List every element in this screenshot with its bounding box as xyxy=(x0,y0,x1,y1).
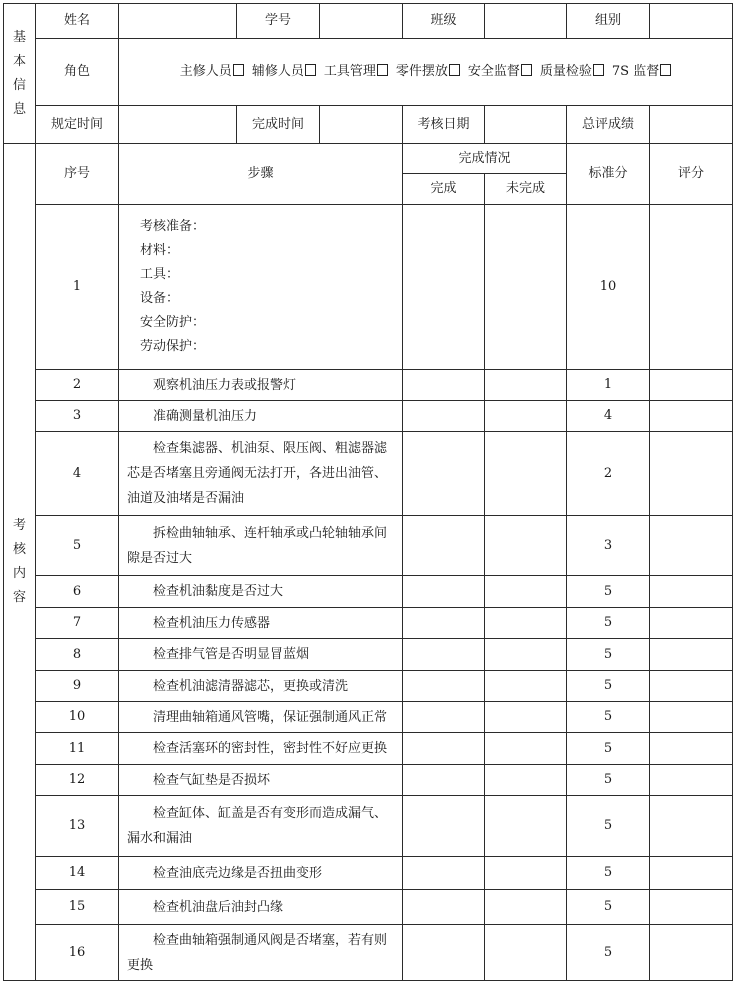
table-row xyxy=(4,890,733,925)
standard-score: 5 xyxy=(567,608,650,639)
checkbox[interactable] xyxy=(449,64,460,76)
done-cell[interactable] xyxy=(403,370,485,401)
step-text: 准确测量机油压力 xyxy=(119,401,403,432)
done-cell[interactable] xyxy=(403,671,485,702)
standard-score: 4 xyxy=(567,401,650,432)
row-number: 10 xyxy=(36,702,119,733)
name-label: 姓名 xyxy=(36,4,119,39)
not-done-cell[interactable] xyxy=(485,765,567,796)
done-cell[interactable] xyxy=(403,432,485,516)
class-field[interactable] xyxy=(485,4,567,39)
score-cell[interactable] xyxy=(650,765,733,796)
row-number: 5 xyxy=(36,516,119,576)
done-cell[interactable] xyxy=(403,401,485,432)
standard-score: 5 xyxy=(567,671,650,702)
standard-score: 2 xyxy=(567,432,650,516)
student-id-field[interactable] xyxy=(320,4,403,39)
step-text: 观察机油压力表或报警灯 xyxy=(119,370,403,401)
not-done-cell[interactable] xyxy=(485,576,567,608)
score-cell[interactable] xyxy=(650,925,733,981)
step-text: 检查气缸垫是否损坏 xyxy=(119,765,403,796)
row-number: 4 xyxy=(36,432,119,516)
table-row xyxy=(4,796,733,857)
assessment-content-label: 考 核 内 容 xyxy=(4,144,36,981)
table-row xyxy=(4,401,733,432)
row-number: 8 xyxy=(36,639,119,671)
row-number: 15 xyxy=(36,890,119,925)
seq-header: 序号 xyxy=(36,144,119,205)
standard-score-header: 标准分 xyxy=(567,144,650,205)
table-row xyxy=(4,608,733,639)
done-header: 完成 xyxy=(403,174,485,205)
role-option-tools[interactable]: 工具管理 xyxy=(324,64,396,79)
not-done-cell[interactable] xyxy=(485,857,567,890)
role-option-7s[interactable]: 7S 监督 xyxy=(612,64,671,79)
assessment-form xyxy=(3,3,733,981)
step-text: 检查机油滤清器滤芯，更换或清洗 xyxy=(119,671,403,702)
table-row xyxy=(4,639,733,671)
standard-score: 5 xyxy=(567,890,650,925)
step-text: 检查排气管是否明显冒蓝烟 xyxy=(119,639,403,671)
group-field[interactable] xyxy=(650,4,733,39)
row-number: 1 xyxy=(36,205,119,370)
basic-info-label: 基 本 信 息 xyxy=(4,4,36,144)
step-text: 检查缸体、缸盖是否有变形而造成漏气、漏水和漏油 xyxy=(119,796,403,857)
step-text: 检查油底壳边缘是否扭曲变形 xyxy=(119,857,403,890)
not-done-cell[interactable] xyxy=(485,370,567,401)
score-cell[interactable] xyxy=(650,857,733,890)
not-done-cell[interactable] xyxy=(485,516,567,576)
row-number: 14 xyxy=(36,857,119,890)
table-row xyxy=(4,370,733,401)
done-cell[interactable] xyxy=(403,639,485,671)
not-done-cell[interactable] xyxy=(485,608,567,639)
not-done-cell[interactable] xyxy=(485,702,567,733)
not-done-cell[interactable] xyxy=(485,890,567,925)
not-done-cell[interactable] xyxy=(485,671,567,702)
role-option-safety[interactable]: 安全监督 xyxy=(468,64,540,79)
not-done-cell[interactable] xyxy=(485,205,567,370)
done-cell[interactable] xyxy=(403,576,485,608)
score-cell[interactable] xyxy=(650,890,733,925)
row-number: 6 xyxy=(36,576,119,608)
row-number: 12 xyxy=(36,765,119,796)
standard-score: 5 xyxy=(567,639,650,671)
not-done-header: 未完成 xyxy=(485,174,567,205)
score-cell[interactable] xyxy=(650,733,733,765)
standard-score: 5 xyxy=(567,765,650,796)
standard-score: 5 xyxy=(567,796,650,857)
done-cell[interactable] xyxy=(403,702,485,733)
finish-time-label: 完成时间 xyxy=(237,106,320,144)
score-cell[interactable] xyxy=(650,576,733,608)
table-row xyxy=(4,432,733,516)
standard-score: 5 xyxy=(567,702,650,733)
not-done-cell[interactable] xyxy=(485,401,567,432)
standard-score: 5 xyxy=(567,733,650,765)
score-cell[interactable] xyxy=(650,702,733,733)
score-cell[interactable] xyxy=(650,671,733,702)
row-number: 3 xyxy=(36,401,119,432)
steps-header: 步骤 xyxy=(119,144,403,205)
not-done-cell[interactable] xyxy=(485,925,567,981)
row-number: 13 xyxy=(36,796,119,857)
done-cell[interactable] xyxy=(403,516,485,576)
table-row xyxy=(4,857,733,890)
table-row xyxy=(4,925,733,981)
not-done-cell[interactable] xyxy=(485,733,567,765)
score-cell[interactable] xyxy=(650,608,733,639)
step-text: 检查机油盘后油封凸缘 xyxy=(119,890,403,925)
done-cell[interactable] xyxy=(403,205,485,370)
step-text: 拆检曲轴轴承、连杆轴承或凸轮轴轴承间隙是否过大 xyxy=(119,516,403,576)
step-text: 检查活塞环的密封性，密封性不好应更换 xyxy=(119,733,403,765)
score-header: 评分 xyxy=(650,144,733,205)
role-option-main[interactable]: 主修人员 xyxy=(180,64,252,79)
standard-score: 5 xyxy=(567,925,650,981)
score-cell[interactable] xyxy=(650,796,733,857)
row-number: 2 xyxy=(36,370,119,401)
info-row-1 xyxy=(4,4,733,39)
time-limit-label: 规定时间 xyxy=(36,106,119,144)
table-row xyxy=(4,765,733,796)
completion-header: 完成情况 xyxy=(403,144,567,174)
name-field[interactable] xyxy=(119,4,237,39)
row-number: 11 xyxy=(36,733,119,765)
done-cell[interactable] xyxy=(403,857,485,890)
checkbox[interactable] xyxy=(521,64,532,76)
time-limit-field[interactable] xyxy=(119,106,237,144)
step-text: 考核准备： 材料： 工具： 设备： 安全防护： 劳动保护： xyxy=(119,205,403,370)
header-row-1 xyxy=(4,144,733,174)
score-cell[interactable] xyxy=(650,370,733,401)
step-text: 检查机油黏度是否过大 xyxy=(119,576,403,608)
checkbox[interactable] xyxy=(305,64,316,76)
not-done-cell[interactable] xyxy=(485,639,567,671)
row-number: 7 xyxy=(36,608,119,639)
table-row xyxy=(4,516,733,576)
done-cell[interactable] xyxy=(403,925,485,981)
step-text: 检查机油压力传感器 xyxy=(119,608,403,639)
score-cell[interactable] xyxy=(650,432,733,516)
done-cell[interactable] xyxy=(403,890,485,925)
table-row xyxy=(4,671,733,702)
standard-score: 1 xyxy=(567,370,650,401)
info-row-2 xyxy=(4,39,733,106)
checkbox[interactable] xyxy=(660,64,671,76)
checkbox[interactable] xyxy=(233,64,244,76)
role-option-parts[interactable]: 零件摆放 xyxy=(396,64,468,79)
table-row xyxy=(4,576,733,608)
group-label: 组别 xyxy=(567,4,650,39)
standard-score: 5 xyxy=(567,857,650,890)
step-text: 清理曲轴箱通风管嘴，保证强制通风正常 xyxy=(119,702,403,733)
step-text: 检查集滤器、机油泵、限压阀、粗滤器滤芯是否堵塞且旁通阀无法打开，各进出油管、油道及油堵是否漏油 xyxy=(119,432,403,516)
info-row-3 xyxy=(4,106,733,144)
done-cell[interactable] xyxy=(403,733,485,765)
total-score-field[interactable] xyxy=(650,106,733,144)
row-number: 16 xyxy=(36,925,119,981)
role-option-assistant[interactable]: 辅修人员 xyxy=(252,64,324,79)
role-label: 角色 xyxy=(36,39,119,106)
role-option-quality[interactable]: 质量检验 xyxy=(540,64,612,79)
standard-score: 10 xyxy=(567,205,650,370)
score-cell[interactable] xyxy=(650,516,733,576)
score-cell[interactable] xyxy=(650,205,733,370)
total-score-label: 总评成绩 xyxy=(567,106,650,144)
table-row xyxy=(4,702,733,733)
not-done-cell[interactable] xyxy=(485,796,567,857)
standard-score: 5 xyxy=(567,576,650,608)
finish-time-field[interactable] xyxy=(320,106,403,144)
checkbox[interactable] xyxy=(593,64,604,76)
step-text: 检查曲轴箱强制通风阀是否堵塞，若有则更换 xyxy=(119,925,403,981)
score-cell[interactable] xyxy=(650,401,733,432)
class-label: 班级 xyxy=(403,4,485,39)
not-done-cell[interactable] xyxy=(485,432,567,516)
done-cell[interactable] xyxy=(403,608,485,639)
score-cell[interactable] xyxy=(650,639,733,671)
exam-date-label: 考核日期 xyxy=(403,106,485,144)
table-row xyxy=(4,205,733,370)
done-cell[interactable] xyxy=(403,765,485,796)
checkbox[interactable] xyxy=(377,64,388,76)
standard-score: 3 xyxy=(567,516,650,576)
table-row xyxy=(4,733,733,765)
done-cell[interactable] xyxy=(403,796,485,857)
row-number: 9 xyxy=(36,671,119,702)
student-id-label: 学号 xyxy=(237,4,320,39)
exam-date-field[interactable] xyxy=(485,106,567,144)
role-options xyxy=(119,39,733,106)
